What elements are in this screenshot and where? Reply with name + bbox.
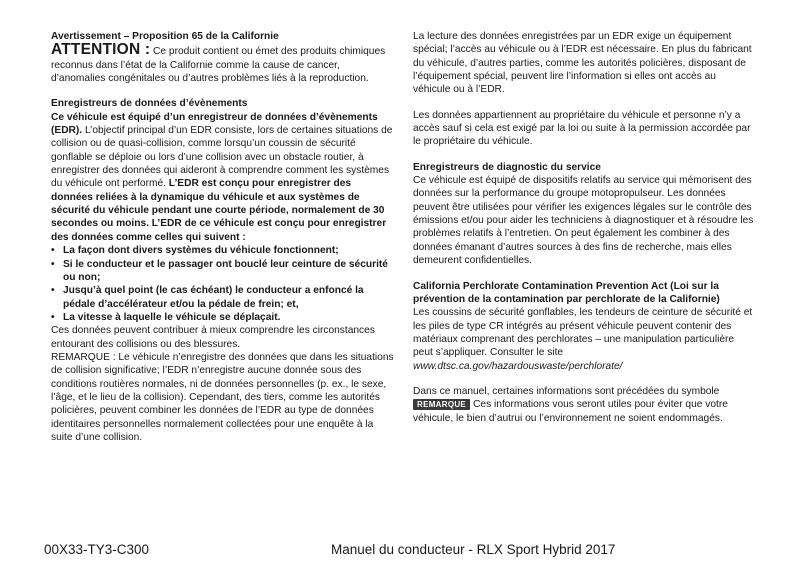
remarque-paragraph: REMARQUE : Le véhicule n’enregistre des données que dans les situations de collision significative; l’EDR n’enregistre aucune donnée sous des conditions routières normales, ni de données personnelles (p. ex., le sexe, l’âge, et le lieu de la collision). Cependant, des tiers, comme les autorités policières, peuvent combiner les données de l’EDR au type de données identitaires personnelles normalement collectées pour une enquête à la suite d’une collision. <box>51 351 394 443</box>
footer-title: Manuel du conducteur - RLX Sport Hybrid 2017 <box>331 542 616 557</box>
list-item: • La vitesse à laquelle le véhicule se déplaçait. <box>51 311 281 323</box>
edr-intro-text: L’objectif principal d’un EDR consiste, lors de certaines situations de collision ou de quasi-collision, comme lorsqu’un coussin de sécurité gonflable se déploie ou lors d’une collision avec un obstacle routier, à enregistrer des données qui aideront à comprendre comment les systèmes du véhicule ont performé. <box>51 125 393 190</box>
edr-after-paragraph: Ces données peuvent contribuer à mieux comprendre les circonstances entourant des collisions ou des blessures. <box>51 325 375 350</box>
edr-intro-bold: Ce véhicule est équipé d’un enregistreur de données d’évènements (EDR). <box>51 111 378 137</box>
perchlorate-url[interactable]: www.dtsc.ca.gov/hazardouswaste/perchlorate/ <box>413 360 623 372</box>
diag-paragraph: Ce véhicule est équipé de dispositifs relatifs au service qui mémorisent des données sur la performance du groupe motopropulseur. Les données peuvent être utilisées pour vérifier les exigences légales sur le contrôle des émissions et/ou pour aider les techniciens à diagnostiquer et à résoudre les problèmes relatifs à l’entretien. On peut également les combiner à des données émanant d’autres sources à des fins de recherche, mais elles demeurent confidentielles. <box>413 175 754 267</box>
diag-heading: Enregistreurs de diagnostic du service <box>413 161 601 173</box>
prop65-heading: Avertissement – Proposition 65 de la Californie <box>51 31 279 42</box>
manual-note-paragraph <box>413 398 756 425</box>
manual-note-text: Ces informations vous seront utiles pour éviter que votre véhicule, le bien d’autrui ou l’environnement ne soient endommagés. <box>413 399 728 424</box>
edr-intro-bold-2: L’EDR est conçu pour enregistrer des données reliées à la dynamique du véhicule et aux systèmes de sécurité du véhicule pendant une courte période, normalement de 30 secondes ou moins. L’EDR de ce véhicule est conçu pour enregistrer des données comme celles qui suivent : <box>51 178 387 243</box>
list-item: • Si le conducteur et le passager ont bouclé leur ceinture de sécurité ou non; <box>51 258 388 283</box>
edr-reading-paragraph: La lecture des données enregistrées par un EDR exige un équipement spécial; l’accès au véhicule ou à l’EDR est nécessaire. En plus du fabricant du véhicule, d’autres parties, comme les autorités policières, disposant de l’équipement spécial, peuvent lire l’information si elles ont accès au véhicule ou à l’EDR. <box>413 31 752 96</box>
attention-text: Ce produit contient ou émet des produits chimiques reconnus dans l’état de la Californie comme la cause de cancer, d’anomalies congénitales ou d’autres problèmes liés à la reproduction. <box>51 46 386 85</box>
attention-paragraph <box>51 43 394 85</box>
edr-heading: Enregistreurs de données d’évènements <box>51 98 248 110</box>
right-column <box>413 30 756 425</box>
bullet-dot: • <box>51 245 55 257</box>
perchlorate-heading: California Perchlorate Contamination Prevention Act (Loi sur la prévention de la contamination par perchlorate de la Californie) <box>413 280 720 305</box>
remarque-badge-icon: REMARQUE <box>413 399 470 410</box>
list-item: • Jusqu’à quel point (le cas échéant) le conducteur a enfoncé la pédale d’accélérateur et/ou la pédale de frein; et, <box>51 285 364 310</box>
edr-intro-paragraph <box>51 111 394 244</box>
perchlorate-paragraph: Les coussins de sécurité gonflables, les tendeurs de ceinture de sécurité et les piles de type CR intégrés au présent véhicule peuvent contenir des matériaux comprenant des perchlorates – une manipulation particulière peut s’appliquer. Consulter le site <box>413 307 753 359</box>
manual-intro: Dans ce manuel, certaines informations sont précédées du symbole <box>413 385 720 397</box>
bullet-dot: • <box>51 258 55 270</box>
list-item: • La façon dont divers systèmes du véhicule fonctionnent; <box>51 245 339 257</box>
edr-ownership-paragraph: Les données appartiennent au propriétaire du véhicule et personne n’y a accès sauf si cela est exigé par la loi ou suite à la permission accordée par le propriétaire du véhicule. <box>413 109 751 148</box>
bullet-dot: • <box>51 311 55 323</box>
edr-bullet-list <box>51 244 394 324</box>
left-column <box>51 30 394 444</box>
attention-label: ATTENTION : <box>51 41 151 59</box>
bullet-dot: • <box>51 285 55 297</box>
footer-code: 00X33-TY3-C300 <box>44 542 150 557</box>
